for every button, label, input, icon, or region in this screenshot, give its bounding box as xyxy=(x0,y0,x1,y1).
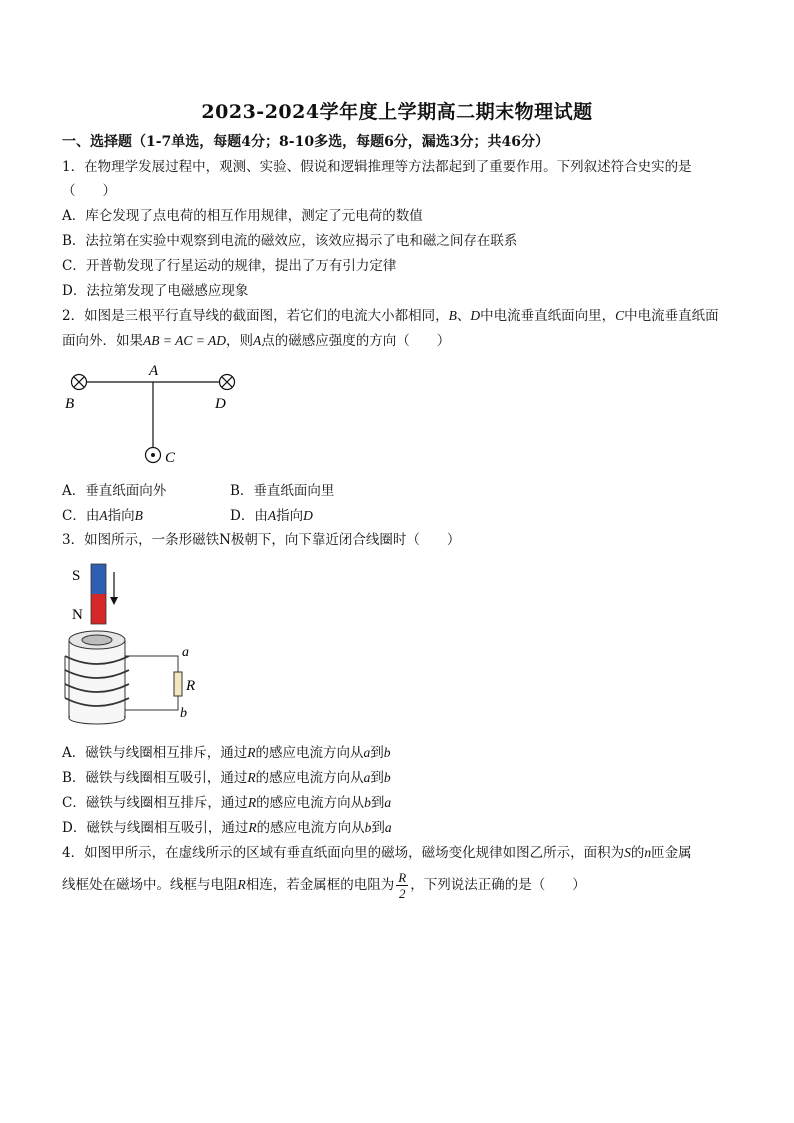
r-over-2-fraction xyxy=(396,870,408,901)
bar-magnet xyxy=(91,564,106,624)
q4-stem-line1 xyxy=(62,844,692,862)
option-text: C．磁铁与线圈相互排斥，通过 xyxy=(62,795,248,811)
q2-separator: 、 xyxy=(456,308,471,324)
label-b: B xyxy=(65,396,75,412)
wire-b-into-page-icon xyxy=(72,375,87,390)
q1-option-d: D．法拉第发现了电磁感应现象 xyxy=(62,283,249,299)
option-text: 到 xyxy=(371,820,385,836)
terminal-a-label: a xyxy=(182,645,189,660)
option-text: D．磁铁与线圈相互吸引，通过 xyxy=(62,820,249,836)
var-r: R xyxy=(247,745,256,760)
q3-option-d xyxy=(62,819,392,837)
q3-stem: 3．如图所示，一条形磁铁N极朝下，向下靠近闭合线圈时（ ） xyxy=(62,532,461,548)
wire-c-out-of-page-icon xyxy=(146,448,161,463)
label-a: A xyxy=(149,363,159,379)
q3-option-a xyxy=(62,744,391,762)
option-text: D．由 xyxy=(230,508,268,524)
var-from: b xyxy=(364,795,371,810)
q1-option-c: C．开普勒发现了行星运动的规律，提出了万有引力定律 xyxy=(62,258,397,274)
wire-d-into-page-icon xyxy=(220,375,235,390)
q2-option-c xyxy=(62,507,143,525)
q2-wire-diagram xyxy=(60,358,260,473)
resistor xyxy=(174,672,182,696)
var-r: R xyxy=(247,795,257,810)
var-n: n xyxy=(644,845,652,860)
q1-option-b: B．法拉第在实验中观察到电流的磁效应，该效应揭示了电和磁之间存在联系 xyxy=(62,233,518,249)
q3-magnet-coil-figure xyxy=(62,560,202,726)
magnet-n-label: N xyxy=(72,607,83,623)
label-d: D xyxy=(215,396,226,412)
circuit-wires xyxy=(125,656,178,710)
q2-option-a: A．垂直纸面向外 xyxy=(62,483,167,499)
q3-option-c xyxy=(62,794,391,812)
option-text: 的感应电流方向从 xyxy=(256,795,365,811)
fraction-numerator: R xyxy=(398,870,407,885)
q2-stem-line2 xyxy=(62,332,450,350)
var-to: a xyxy=(384,795,392,810)
terminal-b-label: b xyxy=(180,706,187,721)
resistor-r-label: R xyxy=(186,678,196,694)
option-text: 到 xyxy=(370,795,385,811)
option-text: 指向 xyxy=(276,508,304,524)
option-text: A．磁铁与线圈相互排斥，通过 xyxy=(62,745,248,761)
coil xyxy=(65,631,129,724)
q4-text-part: 线框处在磁场中。线框与电阻 xyxy=(62,877,238,893)
q4-stem-line2 xyxy=(62,868,586,902)
var-b: B xyxy=(448,308,457,323)
var-a: A xyxy=(99,508,108,523)
option-text: 的感应电流方向从 xyxy=(255,770,364,786)
q2-equation: AB = AC = AD xyxy=(143,333,226,348)
magnet-s-label: S xyxy=(72,568,81,584)
var-d: D xyxy=(470,308,481,323)
q2-text-part: 中电流垂直纸面 xyxy=(624,308,719,324)
q2-text-part: 点的磁感应强度的方向（ ） xyxy=(261,333,451,349)
var-a: A xyxy=(252,333,262,348)
label-c: C xyxy=(165,450,176,466)
var-from: a xyxy=(363,745,371,760)
var-from: b xyxy=(364,820,372,835)
q4-text-part: ，下列说法正确的是（ ） xyxy=(410,877,586,893)
var-r: R xyxy=(247,770,256,785)
option-text: 到 xyxy=(370,745,384,761)
var-c: C xyxy=(615,308,625,323)
q1-stem-line1: 1．在物理学发展过程中，观测、实验、假说和逻辑推理等方法都起到了重要作用。下列叙述符合史实的是 xyxy=(62,159,692,175)
var-from: a xyxy=(363,770,371,785)
q1-stem-line2: （ ） xyxy=(62,183,116,199)
q4-text-part: 4．如图甲所示，在虚线所示的区域有垂直纸面向里的磁场，磁场变化规律如图乙所示，面积为 xyxy=(62,845,625,861)
option-text: B．磁铁与线圈相互吸引，通过 xyxy=(62,770,248,786)
down-arrow-icon xyxy=(110,572,118,605)
var-to: b xyxy=(383,745,391,760)
q3-option-b xyxy=(62,769,391,787)
var-r: R xyxy=(237,877,246,892)
q2-text-part: 2．如图是三根平行直导线的截面图，若它们的电流大小都相同， xyxy=(62,308,449,324)
q4-text-part: 相连，若金属框的电阻为 xyxy=(245,877,395,893)
q2-option-b: B．垂直纸面向里 xyxy=(230,483,335,499)
q1-option-a: A．库仑发现了点电荷的相互作用规律，测定了元电荷的数值 xyxy=(62,208,423,224)
q4-text-part: 的 xyxy=(630,845,645,861)
q2-text-part: ，则 xyxy=(225,333,253,349)
var-d: D xyxy=(303,508,313,523)
var-s: S xyxy=(624,845,631,860)
option-text: 到 xyxy=(370,770,384,786)
option-text: 指向 xyxy=(107,508,135,524)
q2-text-part: 面向外．如果 xyxy=(62,333,143,349)
var-to: b xyxy=(383,770,391,785)
var-r: R xyxy=(248,820,257,835)
option-text: C．由 xyxy=(62,508,100,524)
var-to: a xyxy=(384,820,392,835)
q4-text-part: 匝金属 xyxy=(651,845,692,861)
option-text: 的感应电流方向从 xyxy=(256,820,365,836)
q2-option-d xyxy=(230,507,313,525)
q2-stem-line1 xyxy=(62,307,719,325)
option-text: 的感应电流方向从 xyxy=(255,745,364,761)
section-header: 一、选择题（1-7单选，每题4分；8-10多选，每题6分，漏选3分；共46分） xyxy=(62,134,550,150)
q2-text-part: 中电流垂直纸面向里， xyxy=(480,308,616,324)
var-b: B xyxy=(134,508,143,523)
var-a: A xyxy=(267,508,277,523)
page-title: 2023-2024学年度上学期高二期末物理试题 xyxy=(201,101,593,123)
fraction-denominator: 2 xyxy=(398,886,406,901)
